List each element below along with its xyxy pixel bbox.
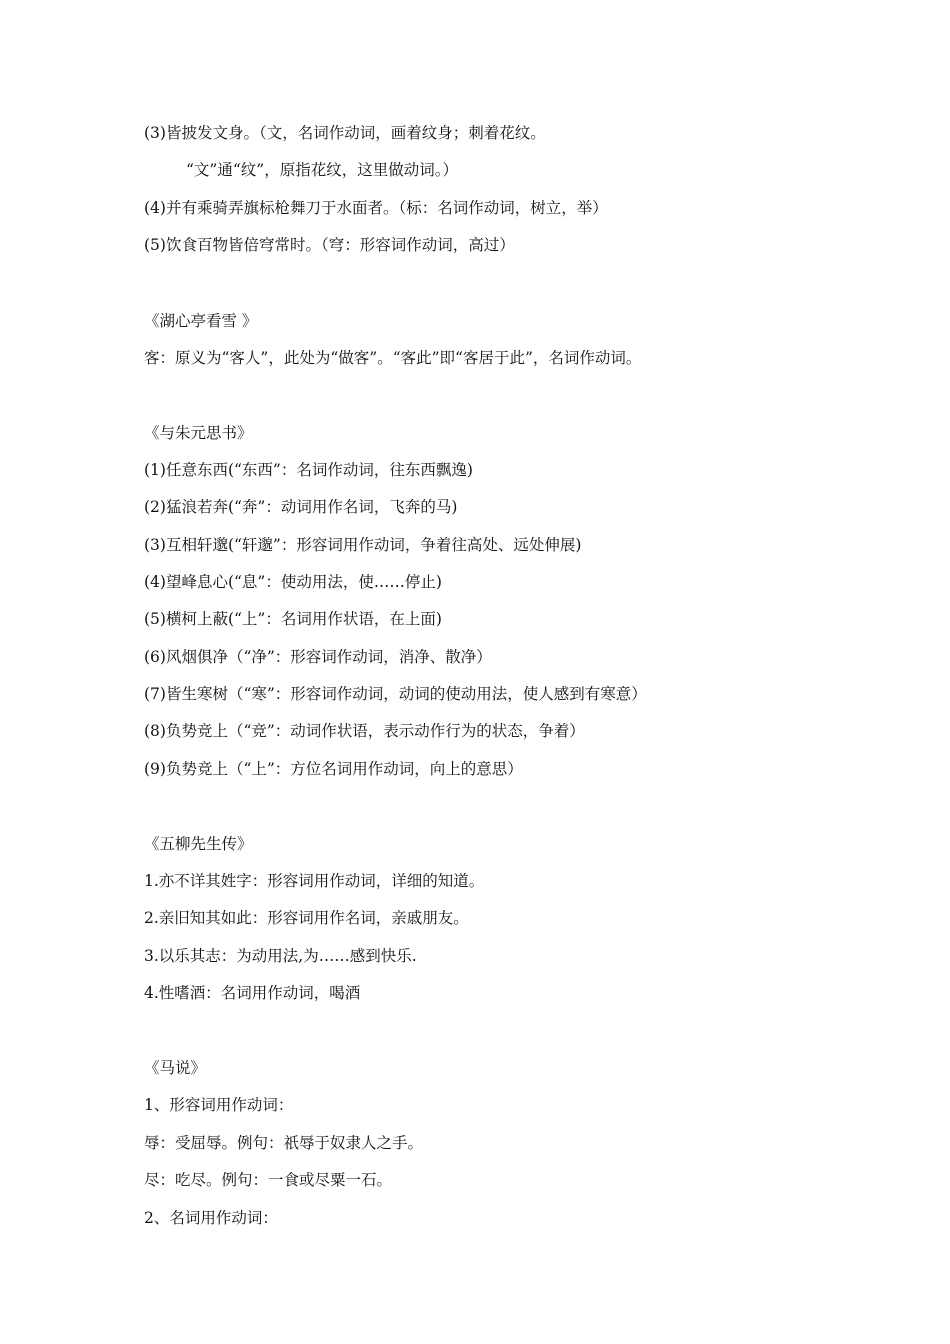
section-title: 《与朱元思书》 xyxy=(144,424,253,442)
text-line: (2)猛浪若奔(“奔”：动词用作名词，飞奔的马) xyxy=(144,498,458,516)
text-line: “文”通“纹”，原指花纹，这里做动词。） xyxy=(186,161,458,179)
text-line: (3)皆披发文身。（文，名词作动词，画着纹身；刺着花纹。 xyxy=(144,124,546,142)
text-line: 辱：受屈辱。例句：祇辱于奴隶人之手。 xyxy=(144,1134,424,1152)
section-title: 《湖心亭看雪 》 xyxy=(144,312,258,330)
section-title: 《五柳先生传》 xyxy=(144,835,253,853)
text-line: 3.以乐其志：为动用法,为……感到快乐. xyxy=(144,947,417,965)
text-line: (6)风烟俱净（“净”：形容词作动词，消净、散净） xyxy=(144,648,492,666)
text-line: (5)饮食百物皆倍穹常时。（穹：形容词作动词，高过） xyxy=(144,236,515,254)
text-line: 4.性嗜酒：名词用作动词，喝酒 xyxy=(144,984,361,1002)
text-line: 1.亦不详其姓字：形容词用作动词，详细的知道。 xyxy=(144,872,485,890)
text-line: (7)皆生寒树（“寒”：形容词作动词，动词的使动用法，使人感到有寒意） xyxy=(144,685,647,703)
text-line: 尽：吃尽。例句：一食或尽粟一石。 xyxy=(144,1171,393,1189)
text-line: (3)互相轩邈(“轩邈”：形容词用作动词，争着往高处、远处伸展) xyxy=(144,536,582,554)
text-line: (9)负势竞上（“上”：方位名词用作动词，向上的意思） xyxy=(144,760,523,778)
text-line: (5)横柯上蔽(“上”：名词用作状语，在上面) xyxy=(144,610,442,628)
text-line: 客：原义为“客人”，此处为“做客”。“客此”即“客居于此”，名词作动词。 xyxy=(144,349,642,367)
text-line: 2、名词用作动词： xyxy=(144,1209,278,1227)
text-line: (1)任意东西(“东西”：名词作动词，往东西飘逸) xyxy=(144,461,473,479)
section-title: 《马说》 xyxy=(144,1059,207,1077)
text-line: 2.亲旧知其如此：形容词用作名词，亲戚朋友。 xyxy=(144,909,469,927)
text-line: (8)负势竞上（“竞”：动词作状语，表示动作行为的状态，争着） xyxy=(144,722,585,740)
text-line: (4)望峰息心(“息”：使动用法，使……停止) xyxy=(144,573,442,591)
text-line: (4)并有乘骑弄旗标枪舞刀于水面者。（标：名词作动词，树立，举） xyxy=(144,199,608,217)
text-line: 1、形容词用作动词： xyxy=(144,1096,294,1114)
